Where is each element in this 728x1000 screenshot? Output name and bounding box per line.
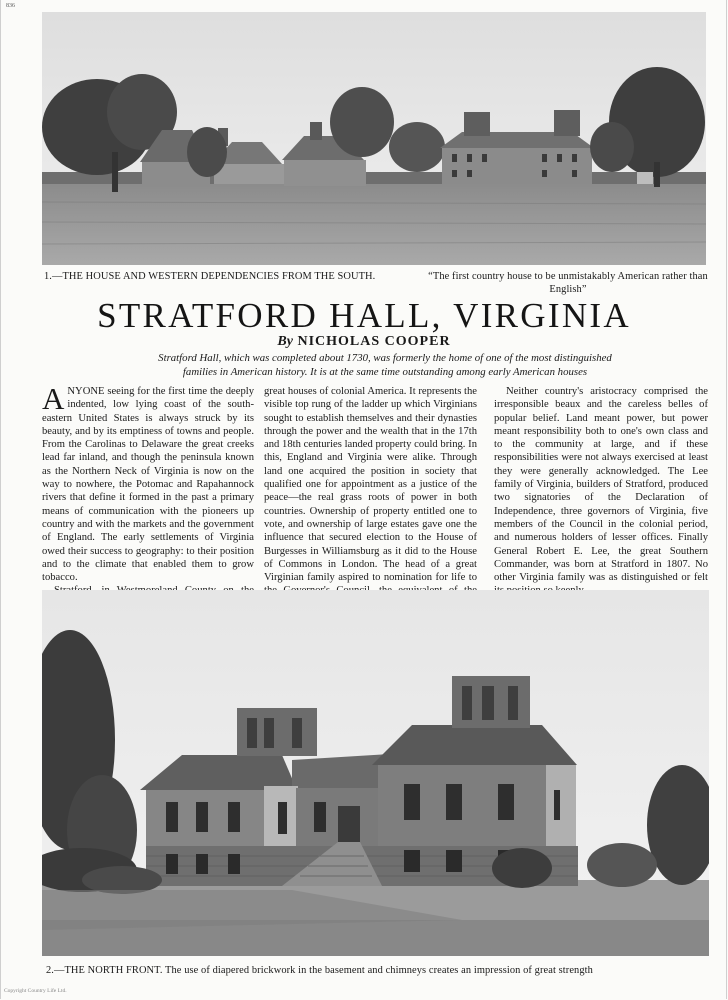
copyright-watermark: Copyright Country Life Ltd. [4, 988, 67, 994]
byline [0, 334, 728, 350]
paragraph [42, 381, 254, 584]
photo1-quote: “The first country house to be unmistakably American rather than English” [428, 271, 708, 295]
paragraph: great houses of colonial America. It represents the visible top rung of the ladder up which Virginians sought to establish themselves and their dynasties through the power and the wealth that in the 17th and 18th centuries landed property could bring. In this, England and Virginia were alike. Through land one acquired the position in society that qualified one for appointment as a justice of the peace—the real grass roots of power in both countries. Ownership of property entitled one to vote, and ownership of large estates gave one the influence that secured election to the House of Burgesses in Williamsburg as it did to the House of Commons in London. The head of a great Virginian family aspired to nomination for life to [264, 386, 477, 584]
photo-south-view [42, 12, 706, 265]
photo-north-front [42, 590, 709, 956]
byline-author: NICHOLAS COOPER [297, 334, 451, 349]
photo2-caption: 2.—THE NORTH FRONT. The use of diapered brickwork in the basement and chimneys creates an impression of great strength [46, 965, 593, 976]
paragraph: Neither country's aristocracy comprised the irresponsible beaux and the careless belles of popular belief. Land meant power, but power meant responsibility both to one's own class and to the community at large, and if these responsibilities were not always exercised at least they were generally acknowledged. The Lee family of Virginia, builders of Stratford, produced two signatories of the Declaration of Independence, three governors of Virginia, five members of the Council in the colonial period, and numerous holders of lesser offices. Finally General Robert E. Lee, the great Southern Commander, was born at Stratford in 1807. No other Virginia family was as distinguished or felt [494, 386, 708, 584]
page-number: 836 [6, 3, 15, 9]
photo1-caption-label: 1.—THE HOUSE AND WESTERN DEPENDENCIES FROM THE SOUTH. [44, 271, 376, 282]
text-column-1 [42, 381, 254, 611]
photo1-caption [44, 270, 708, 295]
drop-cap: A [42, 381, 65, 416]
intro-standfirst: Stratford Hall, which was completed about 1730, was formerly the home of one of the most distinguished families in American history. It is at the same time outstanding among early American houses [158, 352, 612, 378]
byline-by: By [277, 334, 293, 349]
article-title: STRATFORD HALL, VIRGINIA [97, 296, 631, 335]
text-column-2 [264, 385, 477, 611]
paragraph-text: NYONE seeing for the first time the deeply indented, low lying coast of the south-eastern United States is always struck by its beauty, and by its emptiness of towns and people. From the Carolinas to Delaware the great creeks lead far inland, and though the peninsula known as the Northern Neck of Virginia is now on the way to nowhere, the Potomac and Rapahannock rivers that define it formed in the past a primary means of communication with the pioneers up country and with the markets and the government of England. The early settlements of Virginia owed their success to geography: to their position and to the climate that enabled them to grow tobacco. [42, 386, 254, 584]
text-column-3 [494, 385, 708, 611]
